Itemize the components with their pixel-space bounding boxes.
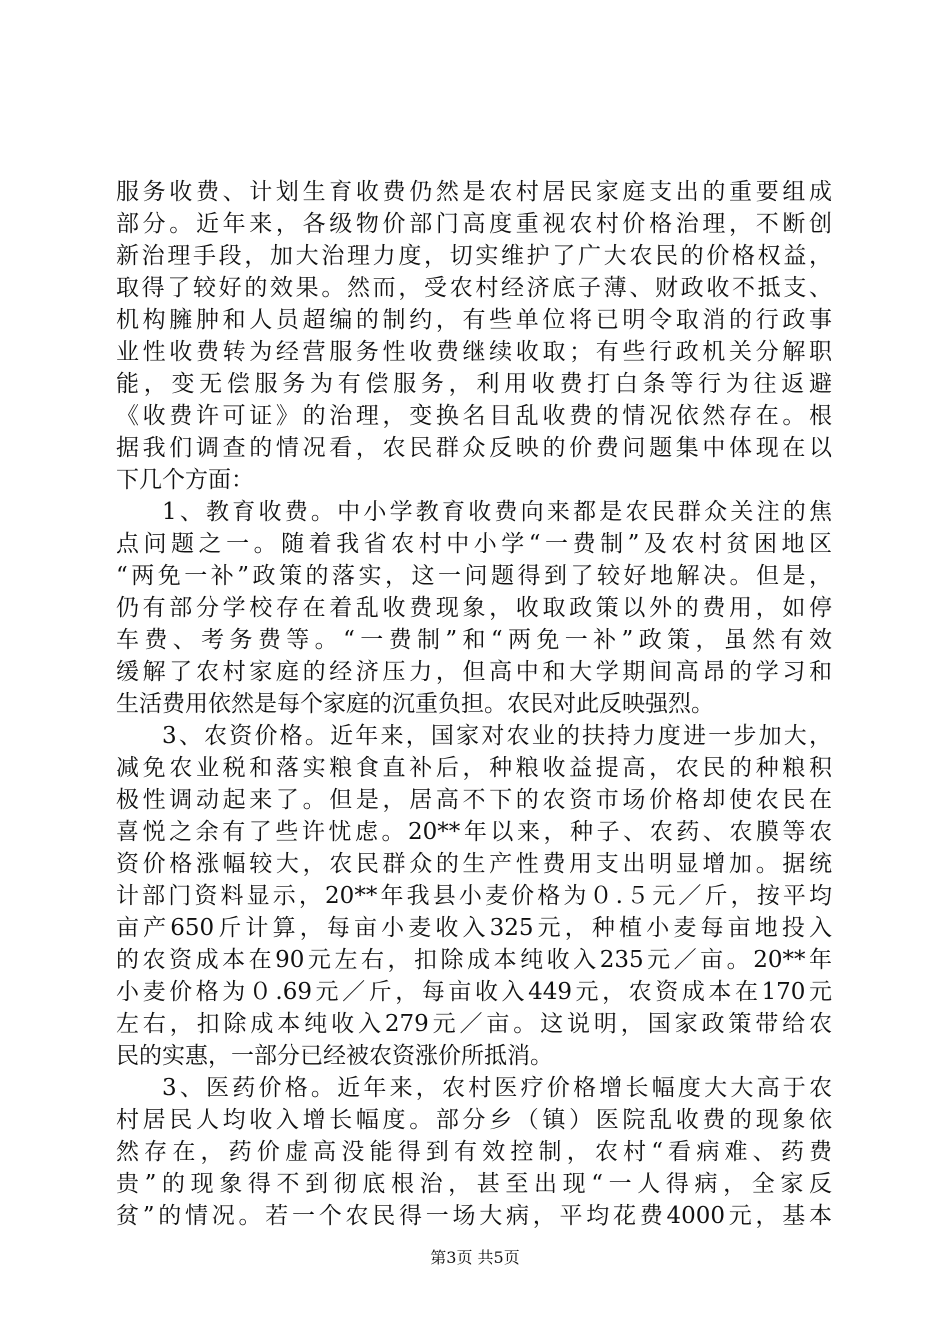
text-line: 新治理手段，加大治理力度，切实维护了广大农民的价格权益， — [116, 243, 832, 269]
text-line: 民的实惠，一部分已经被农资涨价所抵消。 — [116, 1043, 553, 1069]
text-line: 取得了较好的效果。然而，受农村经济底子薄、财政收不抵支、 — [116, 275, 832, 301]
text-line: 能，变无偿服务为有偿服务，利用收费打白条等行为往返避 — [116, 371, 832, 397]
text-line: 缓解了农村家庭的经济压力，但高中和大学期间高昂的学习和 — [116, 659, 832, 685]
text-line: 3、农资价格。近年来，国家对农业的扶持力度进一步加大， — [162, 723, 832, 749]
text-line: 仍有部分学校存在着乱收费现象，收取政策以外的费用，如停 — [116, 595, 832, 621]
text-line: 村居民人均收入增长幅度。部分乡（镇）医院乱收费的现象依 — [116, 1107, 832, 1133]
text-line: 小麦价格为０.69元／斤，每亩收入449元，农资成本在170元 — [116, 979, 832, 1005]
text-line: 3、医药价格。近年来，农村医疗价格增长幅度大大高于农 — [162, 1075, 832, 1101]
text-line: 极性调动起来了。但是，居高不下的农资市场价格却使农民在 — [116, 787, 832, 813]
text-line: 贫”的情况。若一个农民得一场大病，平均花费4000元，基本 — [116, 1203, 832, 1229]
text-line: 点问题之一。随着我省农村中小学“一费制”及农村贫困地区 — [116, 531, 832, 557]
text-line: “两免一补”政策的落实，这一问题得到了较好地解决。但是， — [116, 563, 832, 589]
text-line: 《收费许可证》的治理，变换名目乱收费的情况依然存在。根 — [116, 403, 832, 429]
text-line: 减免农业税和落实粮食直补后，种粮收益提高，农民的种粮积 — [116, 755, 832, 781]
text-line: 的农资成本在90元左右，扣除成本纯收入235元／亩。20**年 — [116, 947, 832, 973]
text-line: 然存在，药价虚高没能得到有效控制，农村“看病难、药费 — [116, 1139, 832, 1165]
text-line: 1、教育收费。中小学教育收费向来都是农民群众关注的焦 — [162, 499, 832, 525]
text-line: 业性收费转为经营服务性收费继续收取；有些行政机关分解职 — [116, 339, 832, 365]
text-line: 部分。近年来，各级物价部门高度重视农村价格治理，不断创 — [116, 211, 832, 237]
text-line: 车费、考务费等。“一费制”和“两免一补”政策，虽然有效 — [116, 627, 832, 653]
text-line: 贵”的现象得不到彻底根治，甚至出现“一人得病，全家反 — [116, 1171, 832, 1197]
text-line: 机构臃肿和人员超编的制约，有些单位将已明令取消的行政事 — [116, 307, 832, 333]
text-line: 计部门资料显示，20**年我县小麦价格为０.５元／斤，按平均 — [116, 883, 832, 909]
text-line: 下几个方面： — [116, 467, 254, 493]
page-footer: 第3页 共5页 — [430, 1248, 520, 1267]
text-line: 左右，扣除成本纯收入279元／亩。这说明，国家政策带给农 — [116, 1011, 832, 1037]
document-body — [116, 176, 832, 1232]
text-line: 据我们调查的情况看，农民群众反映的价费问题集中体现在以 — [116, 435, 832, 461]
text-line: 服务收费、计划生育收费仍然是农村居民家庭支出的重要组成 — [116, 179, 832, 205]
text-line: 生活费用依然是每个家庭的沉重负担。农民对此反映强烈。 — [116, 691, 714, 717]
text-line: 亩产650斤计算，每亩小麦收入325元，种植小麦每亩地投入 — [116, 915, 832, 941]
text-line: 喜悦之余有了些许忧虑。20**年以来，种子、农药、农膜等农 — [116, 819, 832, 845]
text-line: 资价格涨幅较大，农民群众的生产性费用支出明显增加。据统 — [116, 851, 832, 877]
